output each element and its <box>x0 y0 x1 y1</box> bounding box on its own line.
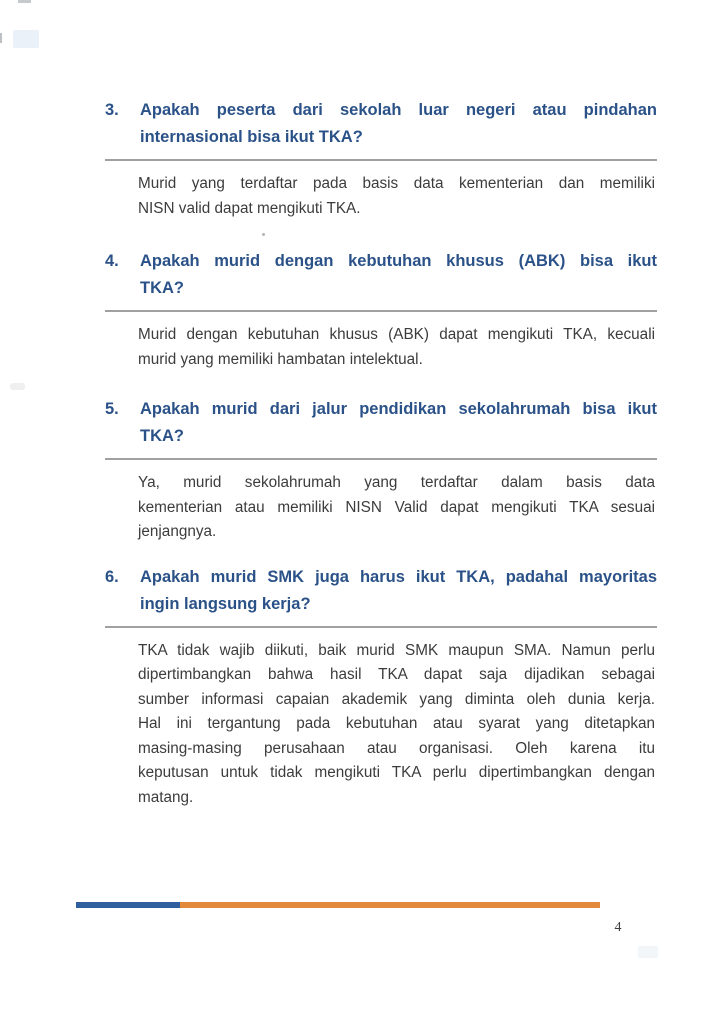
question-number: 6. <box>105 567 119 586</box>
answer-line: Ya, murid sekolahrumah yang terdaftar dalam basis data <box>138 474 655 491</box>
answer-line: matang. <box>138 788 194 806</box>
answer-line: jenjangnya. <box>138 523 217 540</box>
question-heading <box>105 396 657 450</box>
question-line: ingin langsung kerja? <box>140 594 311 613</box>
page-number: 4 <box>614 920 622 935</box>
scan-artifact <box>638 946 658 958</box>
faq-item-6 <box>105 564 657 811</box>
faq-item-4 <box>105 248 657 372</box>
question-line: internasional bisa ikut TKA? <box>140 128 363 146</box>
answer-line: NISN valid dapat mengikuti TKA. <box>138 199 361 217</box>
footer-bar-blue-segment <box>76 902 180 908</box>
question-text <box>140 97 657 151</box>
question-divider <box>105 458 657 460</box>
answer-line: keputusan untuk tidak mengikuti TKA perlu dipertimbangkan dengan <box>138 764 655 781</box>
question-divider <box>105 159 657 161</box>
question-line: TKA? <box>140 427 184 445</box>
answer-text <box>138 471 655 545</box>
answer-line: murid yang memiliki hambatan intelektual. <box>138 350 423 368</box>
question-text <box>140 248 657 302</box>
footer-accent-bar <box>76 902 600 908</box>
question-line: Apakah murid dengan kebutuhan khusus (ABK) bisa ikut <box>140 252 657 270</box>
answer-line: Murid dengan kebutuhan khusus (ABK) dapat mengikuti TKA, kecuali <box>138 326 655 343</box>
question-line: TKA? <box>140 279 184 297</box>
question-heading <box>105 248 657 302</box>
answer-line: Hal ini tergantung pada kebutuhan atau syarat yang ditetapkan <box>138 715 655 732</box>
footer-bar-orange-segment <box>180 902 600 908</box>
question-line: Apakah murid dari jalur pendidikan sekolahrumah bisa ikut <box>140 400 657 418</box>
faq-item-3 <box>105 97 657 221</box>
question-heading <box>105 564 657 618</box>
question-text <box>140 396 657 450</box>
question-divider <box>105 310 657 312</box>
answer-line: dipertimbangkan bahwa hasil TKA dapat saja dijadikan sebagai <box>138 666 655 683</box>
answer-line: TKA tidak wajib diikuti, baik murid SMK maupun SMA. Namun perlu <box>138 641 655 659</box>
question-number: 3. <box>105 101 119 119</box>
answer-line: kementerian atau memiliki NISN Valid dapat mengikuti TKA sesuai <box>138 498 655 516</box>
question-line: Apakah peserta dari sekolah luar negeri atau pindahan <box>140 101 657 119</box>
answer-line: masing-masing perusahaan atau organisasi. Oleh karena itu <box>138 739 655 757</box>
question-number: 5. <box>105 400 119 418</box>
question-divider <box>105 626 657 628</box>
faq-item-5 <box>105 396 657 545</box>
question-line: Apakah murid SMK juga harus ikut TKA, padahal mayoritas <box>140 567 657 586</box>
answer-line: sumber informasi capaian akademik yang diminta oleh dunia kerja. <box>138 690 655 708</box>
answer-line: Murid yang terdaftar pada basis data kementerian dan memiliki <box>138 175 655 192</box>
answer-text <box>138 323 655 372</box>
question-heading <box>105 97 657 151</box>
question-number: 4. <box>105 252 119 270</box>
answer-text <box>138 172 655 221</box>
question-text <box>140 564 657 618</box>
answer-text <box>138 639 655 811</box>
